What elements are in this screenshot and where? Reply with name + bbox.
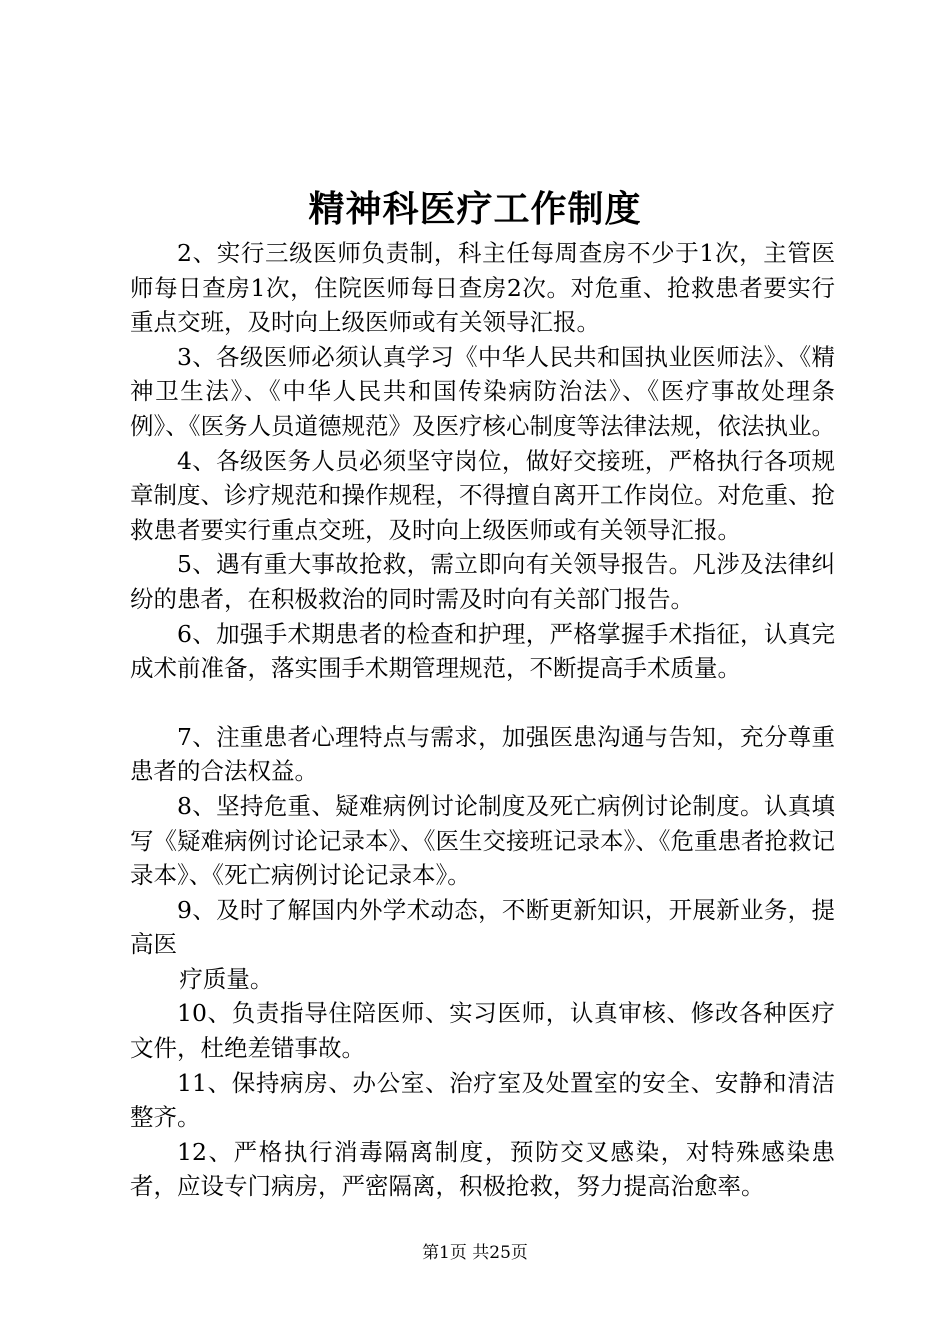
paragraph-11: 11、保持病房、办公室、治疗室及处置室的安全、安静和清洁整齐。 bbox=[130, 1068, 835, 1132]
paragraph-9-continued: 疗质量。 bbox=[179, 964, 274, 993]
paragraph-9: 9、及时了解国内外学术动态，不断更新知识，开展新业务，提高医 bbox=[130, 895, 835, 959]
paragraph-8: 8、坚持危重、疑难病例讨论制度及死亡病例讨论制度。认真填写《疑难病例讨论记录本》、《医生交接班记录本》、《危重患者抢救记录本》、《死亡病例讨论记录本》。 bbox=[130, 791, 835, 890]
paragraph-2: 2、实行三级医师负责制，科主任每周查房不少于1次，主管医师每日查房1次，住院医师每日查房2次。对危重、抢救患者要实行重点交班，及时向上级医师或有关领导汇报。 bbox=[130, 239, 835, 337]
document-body bbox=[130, 236, 835, 1204]
document-title: 精神科医疗工作制度 bbox=[308, 188, 642, 230]
paragraph-5: 5、遇有重大事故抢救，需立即向有关领导报告。凡涉及法律纠纷的患者，在积极救治的同时需及时向有关部门报告。 bbox=[130, 550, 835, 613]
page-number-footer: 第1页 共25页 bbox=[422, 1243, 528, 1263]
paragraph-10: 10、负责指导住陪医师、实习医师，认真审核、修改各种医疗文件，杜绝差错事故。 bbox=[130, 999, 835, 1063]
paragraph-7: 7、注重患者心理特点与需求，加强医患沟通与告知，充分尊重患者的合法权益。 bbox=[130, 722, 835, 786]
paragraph-6: 6、加强手术期患者的检查和护理，严格掌握手术指征，认真完成术前准备，落实围手术期管理规范，不断提高手术质量。 bbox=[130, 619, 835, 683]
paragraph-4: 4、各级医务人员必须坚守岗位，做好交接班，严格执行各项规章制度、诊疗规范和操作规程，不得擅自离开工作岗位。对危重、抢救患者要实行重点交班，及时向上级医师或有关领导汇报。 bbox=[130, 446, 835, 544]
paragraph-12: 12、严格执行消毒隔离制度，预防交叉感染，对特殊感染患者，应设专门病房，严密隔离，积极抢救，努力提高治愈率。 bbox=[130, 1137, 835, 1201]
paragraph-3: 3、各级医师必须认真学习《中华人民共和国执业医师法》、《精神卫生法》、《中华人民共和国传染病防治法》、《医疗事故处理条例》、《医务人员道德规范》及医疗核心制度等法律法规，依法执业。 bbox=[130, 342, 835, 440]
